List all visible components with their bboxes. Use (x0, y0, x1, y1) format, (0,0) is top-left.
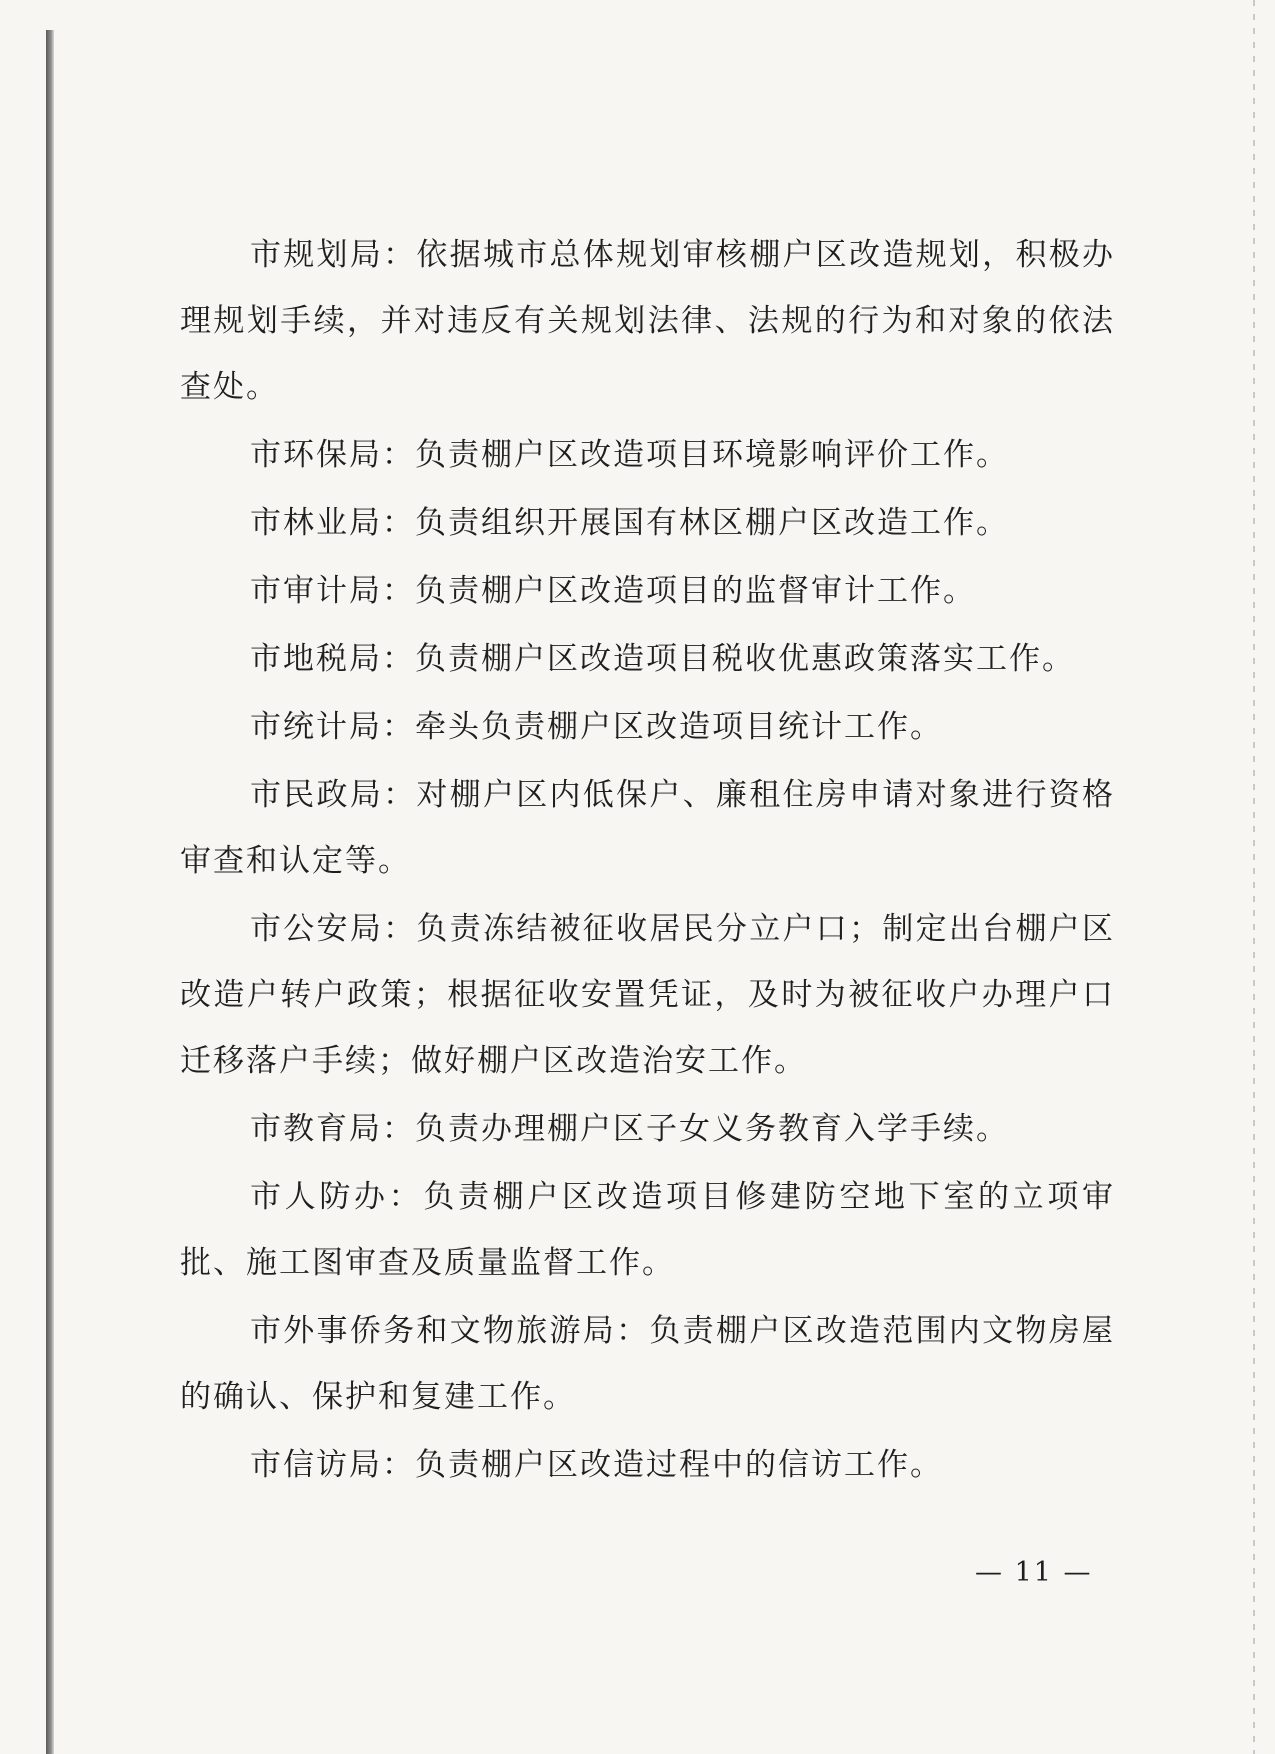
paragraph-public-security-bureau: 市公安局：负责冻结被征收居民分立户口；制定出台棚户区改造户转户政策；根据征收安置凭证，及时为被征收户办理户口迁移落户手续；做好棚户区改造治安工作。 (180, 911, 1115, 1079)
page-edge (1253, 0, 1255, 1754)
paragraph-environmental-bureau: 市环保局：负责棚户区改造项目环境影响评价工作。 (250, 437, 1009, 473)
paragraph-audit-bureau: 市审计局：负责棚户区改造项目的监督审计工作。 (250, 573, 976, 609)
paragraph-civil-affairs-bureau: 市民政局：对棚户区内低保户、廉租住房申请对象进行资格审查和认定等。 (180, 777, 1115, 879)
paragraph-education-bureau: 市教育局：负责办理棚户区子女义务教育入学手续。 (250, 1111, 1009, 1147)
paragraph-tax-bureau: 市地税局：负责棚户区改造项目税收优惠政策落实工作。 (250, 641, 1075, 677)
paragraph-petition-bureau: 市信访局：负责棚户区改造过程中的信访工作。 (250, 1447, 943, 1483)
paragraph-planning-bureau: 市规划局：依据城市总体规划审核棚户区改造规划，积极办理规划手续，并对违反有关规划法律、法规的行为和对象的依法查处。 (180, 237, 1115, 405)
document-body (180, 222, 1115, 1500)
paragraph-civil-air-defense-office: 市人防办：负责棚户区改造项目修建防空地下室的立项审批、施工图审查及质量监督工作。 (180, 1179, 1115, 1281)
binding-edge (46, 30, 54, 1754)
paragraph-forestry-bureau: 市林业局：负责组织开展国有林区棚户区改造工作。 (250, 505, 1009, 541)
page-number: — 11 — (975, 1557, 1093, 1588)
paragraph-foreign-affairs-tourism-bureau: 市外事侨务和文物旅游局：负责棚户区改造范围内文物房屋的确认、保护和复建工作。 (180, 1313, 1115, 1415)
paragraph-statistics-bureau: 市统计局：牵头负责棚户区改造项目统计工作。 (250, 709, 943, 745)
